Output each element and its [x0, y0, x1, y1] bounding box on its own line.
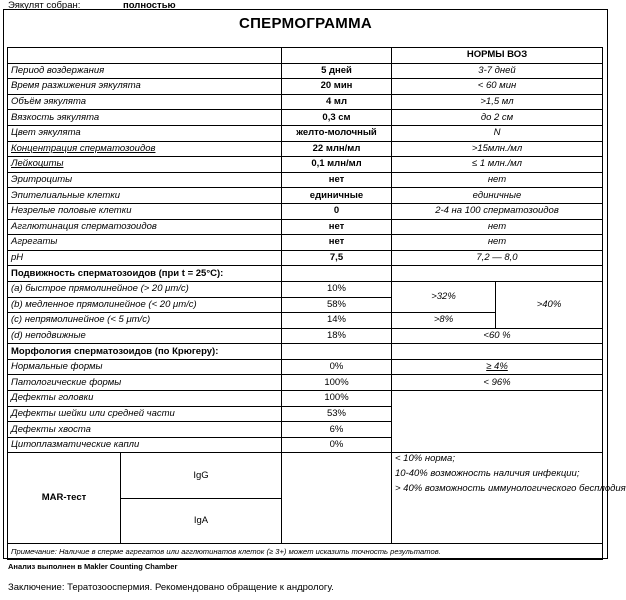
- result-cell: 14%: [282, 313, 392, 329]
- norm-cell: нет: [392, 219, 603, 235]
- header-empty-result: [282, 48, 392, 64]
- table-row: [8, 188, 603, 204]
- section-row: [8, 344, 603, 360]
- header-empty-param: [8, 48, 282, 64]
- mar-norm-line: 10-40% возможность наличия инфекции;: [395, 468, 580, 480]
- section-morphology: Морфология сперматозоидов (по Крюгеру):: [8, 344, 282, 360]
- mar-iga: IgA: [193, 515, 209, 527]
- mar-subtable: [8, 453, 281, 543]
- result-cell: 0%: [282, 437, 392, 453]
- parameter-cell: Дефекты шейки или средней части: [8, 406, 282, 422]
- table-row: [8, 391, 603, 407]
- result-cell: 10%: [282, 281, 392, 297]
- norm-cell: 2-4 на 100 сперматозоидов: [392, 203, 603, 219]
- analysis-note: Анализ выполнен в Makler Counting Chamber: [8, 562, 178, 571]
- parameter-cell: Цитоплазматические капли: [8, 437, 282, 453]
- table-row: [8, 63, 603, 79]
- norm-cell: >15млн./мл: [392, 141, 603, 157]
- norms-header: НОРМЫ ВОЗ: [392, 48, 603, 64]
- table-row: [8, 359, 603, 375]
- mar-norm-line: < 10% норма;: [395, 453, 455, 465]
- parameter-cell: Цвет эякулята: [8, 125, 282, 141]
- page-title: СПЕРМОГРАММА: [238, 15, 373, 32]
- parameter-cell: (c) непрямолинейное (< 5 μm/c): [8, 313, 282, 329]
- parameter-cell: Агглютинация сперматозоидов: [8, 219, 282, 235]
- mar-row: [8, 453, 603, 544]
- norm-cell: < 60 мин: [392, 79, 603, 95]
- table-row: [8, 125, 603, 141]
- norm-cell: до 2 см: [392, 110, 603, 126]
- section-empty-norm: [392, 266, 603, 282]
- norm-d-cell: <60 %: [392, 328, 603, 344]
- norm-abc-cell: >40%: [496, 281, 603, 328]
- norm-cell: нет: [392, 172, 603, 188]
- result-cell: 6%: [282, 422, 392, 438]
- table-row: [8, 141, 603, 157]
- result-cell: 100%: [282, 375, 392, 391]
- norm-cell: 3-7 дней: [392, 63, 603, 79]
- table-row: [8, 94, 603, 110]
- mar-result-empty: [282, 453, 392, 544]
- parameter-cell: Дефекты хвоста: [8, 422, 282, 438]
- norm-cell: ≤ 1 млн./мл: [392, 157, 603, 173]
- result-cell: 7,5: [282, 250, 392, 266]
- result-cell: 53%: [282, 406, 392, 422]
- collected-label: Эякулят собран:: [8, 0, 81, 11]
- table-row: [8, 250, 603, 266]
- result-cell: 0: [282, 203, 392, 219]
- norm-empty-cell: [392, 391, 603, 453]
- mar-label-wrap: [8, 453, 282, 544]
- table-row: [8, 219, 603, 235]
- note-row: [8, 544, 603, 560]
- table-row: [8, 328, 603, 344]
- norm-cell: нет: [392, 235, 603, 251]
- norm-ab-cell: >32%: [392, 281, 496, 312]
- parameter-cell: Незрелые половые клетки: [8, 203, 282, 219]
- section-empty-norm: [392, 344, 603, 360]
- mar-norm-cell: [392, 453, 626, 544]
- parameter-cell: Агрегаты: [8, 235, 282, 251]
- result-cell: единичные: [282, 188, 392, 204]
- result-cell: 0,3 см: [282, 110, 392, 126]
- parameter-cell: pH: [8, 250, 282, 266]
- table-row: [8, 281, 603, 297]
- result-cell: нет: [282, 219, 392, 235]
- section-empty-result: [282, 266, 392, 282]
- parameter-cell: Вязкость эякулята: [8, 110, 282, 126]
- norm-cell: < 96%: [392, 375, 603, 391]
- note-cell: Примечание: Наличие в сперме агрегатов или агглютинатов клеток (≥ 3+) может исказить точность результатов.: [8, 544, 603, 560]
- section-motility: Подвижность сперматозоидов (при t = 25°C):: [8, 266, 282, 282]
- result-cell: 18%: [282, 328, 392, 344]
- norm-cell: единичные: [392, 188, 603, 204]
- parameter-cell: Эпителиальные клетки: [8, 188, 282, 204]
- result-cell: 4 мл: [282, 94, 392, 110]
- parameter-cell: Лейкоциты: [8, 157, 282, 173]
- table-row: [8, 79, 603, 95]
- table-row: [8, 375, 603, 391]
- norm-c-cell: >8%: [392, 313, 496, 329]
- section-row: [8, 266, 603, 282]
- mar-igg-row: [8, 453, 281, 498]
- parameter-cell: (d) неподвижные: [8, 328, 282, 344]
- conclusion: Заключение: Тератозооспермия. Рекомендовано обращение к андрологу.: [8, 582, 334, 593]
- parameter-cell: Концентрация сперматозоидов: [8, 141, 282, 157]
- table-row: [8, 172, 603, 188]
- result-cell: 0,1 млн/мл: [282, 157, 392, 173]
- parameter-cell: Патологические формы: [8, 375, 282, 391]
- mar-norm-line: > 40% возможность иммунологического бесплодия: [395, 483, 626, 495]
- norm-cell: N: [392, 125, 603, 141]
- parameter-cell: Период воздержания: [8, 63, 282, 79]
- collected-value: полностью: [123, 0, 176, 11]
- parameter-cell: Время разжижения эякулята: [8, 79, 282, 95]
- parameter-cell: (b) медленное прямолинейное (< 20 μm/c): [8, 297, 282, 313]
- result-cell: нет: [282, 172, 392, 188]
- parameter-cell: Нормальные формы: [8, 359, 282, 375]
- result-cell: 20 мин: [282, 79, 392, 95]
- table-header-row: [8, 48, 603, 64]
- result-cell: 22 млн/мл: [282, 141, 392, 157]
- result-cell: нет: [282, 235, 392, 251]
- table-row: [8, 157, 603, 173]
- parameter-cell: (а) быстрое прямолинейное (> 20 μm/c): [8, 281, 282, 297]
- parameter-cell: Объём эякулята: [8, 94, 282, 110]
- parameter-cell: Эритроциты: [8, 172, 282, 188]
- table-row: [8, 203, 603, 219]
- result-cell: 58%: [282, 297, 392, 313]
- norm-cell: ≥ 4%: [392, 359, 603, 375]
- section-empty-result: [282, 344, 392, 360]
- result-cell: 0%: [282, 359, 392, 375]
- norm-cell: >1,5 мл: [392, 94, 603, 110]
- mar-label: MAR-тест: [8, 453, 121, 543]
- mar-igg: IgG: [121, 453, 282, 498]
- result-cell: желто-молочный: [282, 125, 392, 141]
- spermogram-sheet: [3, 9, 626, 559]
- table-row: [8, 235, 603, 251]
- result-cell: 100%: [282, 391, 392, 407]
- table-row: [8, 110, 603, 126]
- result-cell: 5 дней: [282, 63, 392, 79]
- parameter-cell: Дефекты головки: [8, 391, 282, 407]
- spermogram-table: [7, 47, 626, 560]
- norm-cell: 7,2 — 8,0: [392, 250, 603, 266]
